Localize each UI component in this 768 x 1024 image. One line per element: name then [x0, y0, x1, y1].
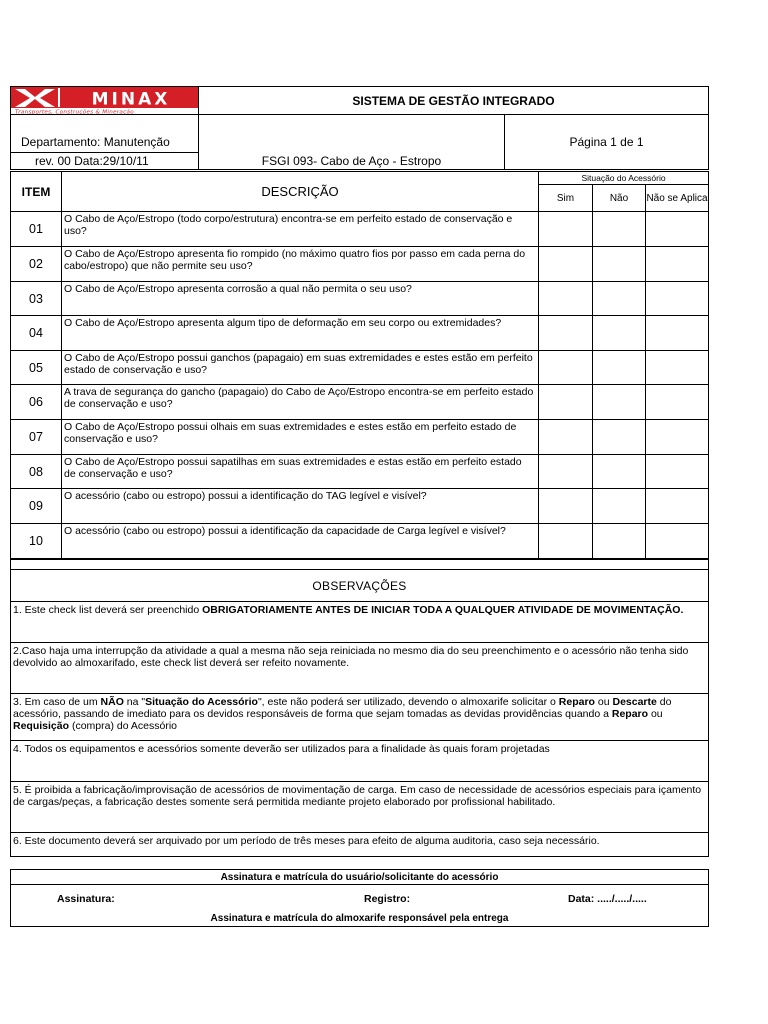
signature-table: [10, 869, 709, 927]
document-header: [10, 86, 709, 170]
obs3-part: 3. Em caso de um: [13, 696, 101, 708]
observation-4: 4. Todos os equipamentos e acessórios somente deverão ser utilizados para a finalidade às quais foram projetadas: [11, 741, 709, 782]
table-row: [11, 282, 709, 316]
check-nao-se-aplica[interactable]: [646, 282, 709, 316]
check-sim[interactable]: [539, 524, 593, 559]
col-header-description: DESCRIÇÃO: [62, 172, 539, 212]
obs3-bold: Requisição: [13, 720, 70, 732]
obs3-bold: NÃO: [100, 696, 124, 708]
spacer-row: [11, 560, 709, 570]
item-description: O Cabo de Aço/Estropo apresenta algum tipo de deformação em seu corpo ou extremidades?: [62, 316, 539, 351]
obs3-part: ", este não poderá ser utilizado, devendo o almoxarife solicitar o: [257, 696, 559, 708]
obs3-part: (compra) do Acessório: [69, 720, 177, 732]
signature-fields-row: [11, 885, 709, 913]
department-label: Departamento: Manutenção: [11, 115, 199, 153]
data-label: Data: ...../...../.....: [568, 893, 647, 905]
assinatura-label: Assinatura:: [57, 893, 115, 905]
observation-1: [11, 602, 709, 643]
table-row: [11, 455, 709, 489]
page-indicator: Página 1 de 1: [505, 115, 709, 170]
item-description: O Cabo de Aço/Estropo possui sapatilhas em suas extremidades e estas estão em perfeito estado de conservação e uso?: [62, 455, 539, 489]
observations-title: OBSERVAÇÕES: [11, 570, 709, 602]
table-row: [11, 489, 709, 524]
item-number: 01: [11, 212, 62, 247]
observation-5: 5. É proibida a fabricação/improvisação de acessórios de movimentação de carga. Em caso de necessidade de acessórios especiais para içamento de cargas/peças, a fabricação destes somente será permitida mediante projeto elaborado por profissional habilitado.: [11, 782, 709, 833]
checklist-table: [10, 171, 709, 559]
item-number: 02: [11, 247, 62, 282]
revision-date: rev. 00 Data:29/10/11: [11, 153, 199, 170]
check-nao-se-aplica[interactable]: [646, 212, 709, 247]
check-nao-se-aplica[interactable]: [646, 385, 709, 420]
item-description: O Cabo de Aço/Estropo possui ganchos (papagaio) em suas extremidades e estes estão em perfeito estado de conservação e uso?: [62, 351, 539, 385]
item-description: O Cabo de Aço/Estropo (todo corpo/estrutura) encontra-se em perfeito estado de conservação e uso?: [62, 212, 539, 247]
check-nao[interactable]: [593, 524, 646, 559]
signature-title-almoxarife: Assinatura e matrícula do almoxarife responsável pela entrega: [11, 912, 709, 926]
table-row: [11, 212, 709, 247]
check-sim[interactable]: [539, 282, 593, 316]
item-description: O acessório (cabo ou estropo) possui a identificação do TAG legível e visível?: [62, 489, 539, 524]
check-nao[interactable]: [593, 455, 646, 489]
observations-table: [10, 559, 709, 857]
check-sim[interactable]: [539, 212, 593, 247]
check-nao[interactable]: [593, 420, 646, 455]
check-nao[interactable]: [593, 316, 646, 351]
check-nao[interactable]: [593, 247, 646, 282]
item-description: O Cabo de Aço/Estropo possui olhais em suas extremidades e estes estão em perfeito estado de conservação e uso?: [62, 420, 539, 455]
check-sim[interactable]: [539, 489, 593, 524]
table-row: [11, 247, 709, 282]
item-description: O Cabo de Aço/Estropo apresenta fio rompido (no máximo quatro fios por passo em cada perna do cabo/estropo) que não permite seu uso?: [62, 247, 539, 282]
check-nao[interactable]: [593, 385, 646, 420]
obs3-part: ou: [594, 696, 613, 708]
item-number: 07: [11, 420, 62, 455]
check-nao[interactable]: [593, 282, 646, 316]
obs3-part: ou: [648, 708, 663, 720]
check-nao-se-aplica[interactable]: [646, 351, 709, 385]
col-header-item: ITEM: [11, 172, 62, 212]
check-sim[interactable]: [539, 455, 593, 489]
document-code: FSGI 093- Cabo de Aço - Estropo: [199, 153, 505, 170]
check-sim[interactable]: [539, 420, 593, 455]
observation-2: 2.Caso haja uma interrupção da atividade a qual a mesma não seja reiniciada no mesmo dia do seu preenchimento e o acessório não tenha sido devolvido ao almoxarifado, este check list deverá ser refeito novamente.: [11, 643, 709, 694]
table-row: [11, 316, 709, 351]
item-description: O acessório (cabo ou estropo) possui a identificação da capacidade de Carga legível e visível?: [62, 524, 539, 559]
item-number: 03: [11, 282, 62, 316]
obs3-bold: Situação do Acessório: [145, 696, 258, 708]
item-number: 09: [11, 489, 62, 524]
col-header-nao-se-aplica: Não se Aplica: [646, 185, 709, 212]
check-nao[interactable]: [593, 212, 646, 247]
signature-title-user: Assinatura e matrícula do usuário/solicitante do acessório: [11, 870, 709, 885]
observation-1-text: 1. Este check list deverá ser preenchido: [13, 604, 203, 616]
obs3-bold: Descarte: [612, 696, 657, 708]
minax-logo: [11, 87, 199, 114]
observation-6: 6. Este documento deverá ser arquivado por um período de três meses para efeito de alguma auditoria, caso seja necessário.: [11, 833, 709, 857]
check-nao-se-aplica[interactable]: [646, 247, 709, 282]
observation-1-emphasis: OBRIGATORIAMENTE ANTES DE INICIAR TODA A QUALQUER ATIVIDADE DE MOVIMENTAÇÃO.: [202, 604, 684, 616]
table-row: [11, 351, 709, 385]
item-number: 10: [11, 524, 62, 559]
table-row: [11, 385, 709, 420]
item-number: 06: [11, 385, 62, 420]
check-sim[interactable]: [539, 316, 593, 351]
check-nao-se-aplica[interactable]: [646, 455, 709, 489]
logo-wordmark: MINAX: [91, 89, 171, 110]
obs3-bold: Reparo: [611, 708, 649, 720]
col-header-situation: Situação do Acessório: [539, 172, 709, 185]
item-number: 05: [11, 351, 62, 385]
col-header-nao: Não: [593, 185, 646, 212]
obs3-bold: Reparo: [558, 696, 595, 708]
obs3-part: na ": [123, 696, 146, 708]
table-row: [11, 420, 709, 455]
item-number: 08: [11, 455, 62, 489]
check-nao-se-aplica[interactable]: [646, 316, 709, 351]
check-nao-se-aplica[interactable]: [646, 420, 709, 455]
check-sim[interactable]: [539, 385, 593, 420]
check-nao-se-aplica[interactable]: [646, 524, 709, 559]
col-header-sim: Sim: [539, 185, 593, 212]
item-number: 04: [11, 316, 62, 351]
registro-label: Registro:: [364, 893, 411, 905]
logo-subtitle: Transportes, Construções & Mineração: [15, 109, 134, 114]
check-nao-se-aplica[interactable]: [646, 489, 709, 524]
logo-cell: [11, 87, 199, 115]
header-blank-cell: [199, 115, 505, 153]
system-title: SISTEMA DE GESTÃO INTEGRADO: [199, 87, 709, 115]
obs3-part: do acessório, passando de imediato para os devidos responsáveis de forma que sejam tomadas as devidas providências quando a: [13, 696, 672, 720]
check-sim[interactable]: [539, 247, 593, 282]
check-nao[interactable]: [593, 351, 646, 385]
check-sim[interactable]: [539, 351, 593, 385]
checklist-document: [10, 86, 708, 927]
check-nao[interactable]: [593, 489, 646, 524]
observation-3: [11, 694, 709, 741]
table-row: [11, 524, 709, 559]
item-description: O Cabo de Aço/Estropo apresenta corrosão a qual não permita o seu uso?: [62, 282, 539, 316]
item-description: A trava de segurança do gancho (papagaio) do Cabo de Aço/Estropo encontra-se em perfeito estado de conservação e uso?: [62, 385, 539, 420]
